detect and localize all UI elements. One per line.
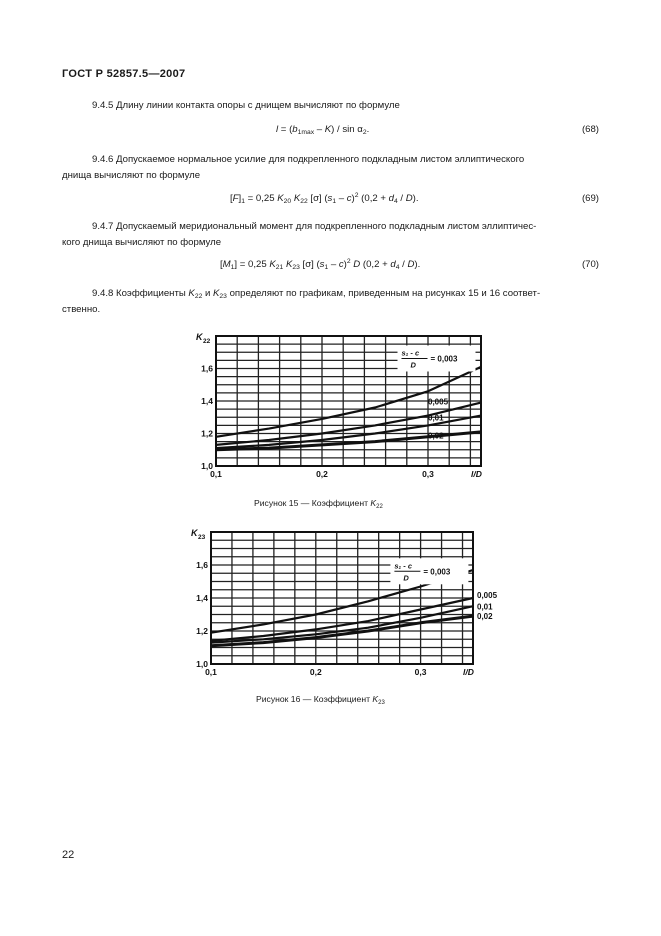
series-label: 0,005: [477, 591, 498, 600]
y-tick-label: 1,0: [196, 659, 208, 669]
series-label: 0,01: [477, 602, 493, 612]
param-label-value: = 0,003: [423, 567, 451, 577]
x-axis-label: l/D: [463, 667, 474, 677]
para-9-4-5: 9.4.5 Длину линии контакта опоры с днищем вычисляют по формуле: [92, 100, 400, 111]
y-axis-label: K: [191, 528, 198, 538]
chart-figure-15: [190, 324, 500, 489]
param-label-numerator: s₁ - c: [401, 348, 420, 358]
page-number: 22: [62, 849, 75, 861]
x-tick-label: 0,3: [414, 667, 427, 677]
series-label: 0,02: [477, 612, 493, 622]
y-tick-label: 1,0: [201, 461, 213, 471]
y-axis-label: K: [196, 332, 203, 342]
x-tick-label: 0,3: [422, 469, 434, 479]
formula-68: $l = (b_{1max} - K) / \sin \alpha_2$.: [276, 124, 370, 136]
para-9-4-8: 9.4.8 Коэффициенты $K_{22}$ и $K_{23}$ определяют по графикам, приведенным на рисунках 15 и 16 соответ- ственно.: [62, 288, 541, 315]
para-9-4-6: 9.4.6 Допускаемое нормальное усилие для подкрепленного подкладным листом эллиптического днища вычисляют по формуле: [62, 154, 525, 181]
y-tick-label: 1,4: [196, 593, 208, 603]
formula-70: $[M_1] = 0,25$ $K_{21}$ $K_{23}$ [σ] $(s_1 - c)^2$ D $(0,2 + d_4 / D)$.: [220, 258, 421, 271]
y-axis-label-subscript: 23: [198, 534, 206, 541]
document-header: ГОСТ Р 52857.5—2007: [62, 68, 186, 80]
caption-figure-16: Рисунок 16 — Коэффициент $K_{23}$: [256, 694, 385, 706]
param-label-value: = 0,003: [430, 354, 458, 364]
y-tick-label: 1,4: [201, 396, 213, 406]
param-label-numerator: s₁ - c: [394, 561, 413, 571]
equation-number-68: (68): [581, 124, 599, 135]
y-axis-label-subscript: 22: [203, 338, 211, 345]
y-tick-label: 1,6: [196, 560, 208, 570]
x-tick-label: 0,1: [210, 469, 222, 479]
param-label-denominator: D: [403, 573, 409, 583]
chart-figure-16: [185, 520, 505, 685]
series-label: 0,01: [428, 413, 444, 423]
y-tick-label: 1,6: [201, 363, 213, 374]
x-tick-label: 0,2: [316, 469, 328, 479]
y-tick-label: 1,2: [196, 626, 208, 636]
y-tick-label: 1,2: [201, 428, 213, 439]
formula-69: $[F]_1 = 0,25$ $K_{20}$ $K_{22}$ [σ] $(s_1 - c)^2$ $(0,2 + d_4 / D)$.: [230, 192, 419, 205]
series-label: 0,005: [428, 397, 449, 407]
x-tick-label: 0,1: [205, 667, 217, 677]
equation-number-70: (70): [581, 259, 599, 270]
x-axis-label: l/D: [471, 469, 482, 479]
caption-figure-15: Рисунок 15 — Коэффициент $K_{22}$: [254, 498, 383, 510]
x-tick-label: 0,2: [309, 667, 322, 677]
param-label-denominator: D: [410, 360, 416, 370]
equation-number-69: (69): [581, 193, 599, 204]
para-9-4-7: 9.4.7 Допускаемый меридиональный момент для подкрепленного подкладным листом эллиптичес- кого днища вычисляют по формуле: [62, 221, 537, 248]
series-label: 0,02: [428, 431, 444, 441]
